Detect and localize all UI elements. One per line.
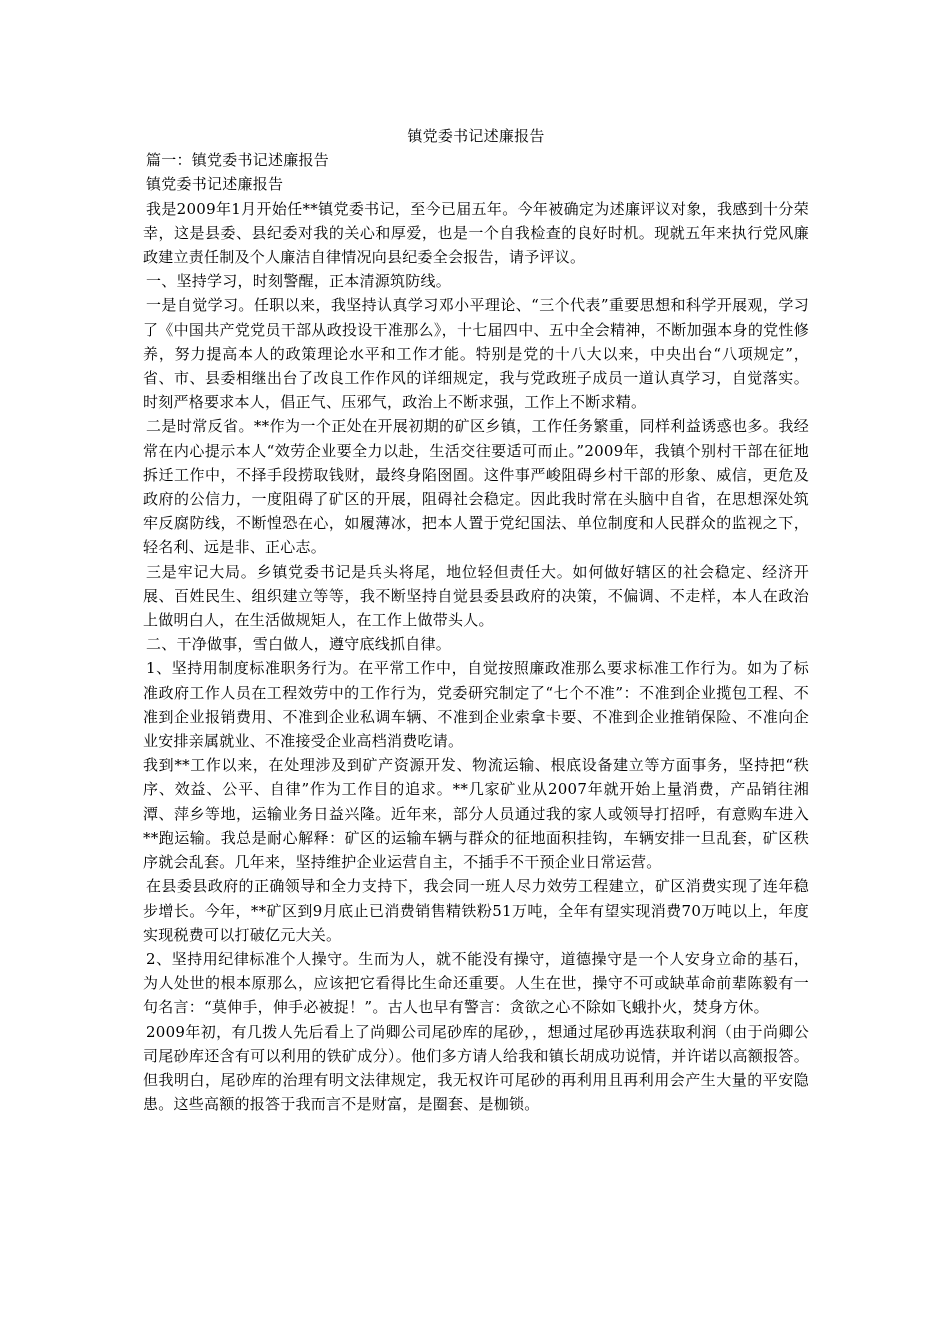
paragraph-1: 篇一：镇党委书记述廉报告 [146, 151, 330, 170]
document-page [143, 124, 809, 1116]
paragraph-3: 我是2009年1月开始任**镇党委书记，至今已届五年。今年被确定为述廉评议对象，我感到十分荣幸，这是县委、县纪委对我的关心和厚爱，也是一个自我检查的良好时机。现就五年来执行党风廉政建立责任制及个人廉洁自律情况向县纪委全会报告，请予评议。 [143, 199, 809, 267]
paragraph-10: 我到**工作以来，在处理涉及到矿产资源开发、物流运输、根底设备建立等方面事务，坚持把“秩序、效益、公平、自律”作为工作目的追求。**几家矿业从2007年就开始上量消费，产品销往湘潭、萍乡等地，运输业务日益兴隆。近年来，部分人员通过我的家人或领导打招呼，有意购车进入**跑运输。我总是耐心解释：矿区的运输车辆与群众的征地面积挂钩，车辆安排一旦乱套，矿区秩序就会乱套。几年来，坚持维护企业运营自主，不插手不干预企业日常运营。 [143, 756, 809, 872]
paragraph-6: 二是时常反省。**作为一个正处在开展初期的矿区乡镇，工作任务繁重，同样利益诱惑也多。我经常在内心提示本人“效劳企业要全力以赴，生活交往要适可而止。”2009年，我镇个别村干部在征地拆迁工作中，不择手段捞取钱财，最终身陷囹圄。这件事严峻阻碍乡村干部的形象、威信，更危及政府的公信力，一度阻碍了矿区的开展，阻碍社会稳定。因此我时常在头脑中自省，在思想深处筑牢反腐防线，不断惶恐在心，如履薄冰，把本人置于党纪国法、单位制度和人民群众的监视之下，轻名利、远是非、正心志。 [143, 417, 809, 557]
section-heading-2: 二、干净做事，雪白做人，遵守底线抓自律。 [146, 635, 452, 654]
section-heading-1: 一、坚持学习，时刻警醒，正本清源筑防线。 [146, 272, 452, 291]
paragraph-7: 三是牢记大局。乡镇党委书记是兵头将尾，地位轻但责任大。如何做好辖区的社会稳定、经济开展、百姓民生、组织建立等等，我不断坚持自觉县委县政府的决策，不偏调、不走样，本人在政治上做明白人，在生活做规矩人，在工作上做带头人。 [143, 562, 809, 630]
paragraph-2: 镇党委书记述廉报告 [146, 175, 284, 194]
paragraph-12: 2、坚持用纪律标准个人操守。生而为人，就不能没有操守，道德操守是一个人安身立命的基石，为人处世的根本原那么，应该把它看得比生命还重要。人生在世，操守不可或缺革命前辈陈毅有一句名言：“莫伸手，伸手必被捉！”。古人也早有警言：贪欲之心不除如飞蛾扑火，焚身方休。 [143, 949, 809, 1017]
paragraph-5: 一是自觉学习。任职以来，我坚持认真学习邓小平理论、“三个代表”重要思想和科学开展观，学习了《中国共产党党员干部从政投设干准那么》，十七届四中、五中全会精神，不断加强本身的党性修养，努力提高本人的政策理论水平和工作才能。特别是党的十八大以来，中央出台“八项规定”，省、市、县委相继出台了改良工作作风的详细规定，我与党政班子成员一道认真学习，自觉落实。时刻严格要求本人，倡正气、压邪气，政治上不断求强，工作上不断求精。 [143, 296, 809, 412]
document-title: 镇党委书记述廉报告 [407, 127, 545, 145]
paragraph-11: 在县委县政府的正确领导和全力支持下，我会同一班人尽力效劳工程建立，矿区消费实现了连年稳步增长。今年，**矿区到9月底止已消费销售精铁粉51万吨，全年有望实现消费70万吨以上，年度实现税费可以打破亿元大关。 [143, 877, 809, 944]
paragraph-13: 2009年初，有几拨人先后看上了尚卿公司尾砂库的尾砂，，想通过尾砂再选获取利润（由于尚卿公司尾砂库还含有可以利用的铁矿成分）。他们多方请人给我和镇长胡成功说情，并许诺以高额报答。但我明白，尾砂库的治理有明文法律规定，我无权许可尾砂的再利用且再利用会产生大量的平安隐患。这些高额的报答于我而言不是财富，是圈套、是枷锁。 [143, 1022, 809, 1114]
paragraph-9: 1、坚持用制度标准职务行为。在平常工作中，自觉按照廉政准那么要求标准工作行为。如为了标准政府工作人员在工程效劳中的工作行为，党委研究制定了“七个不准”：不准到企业揽包工程、不准到企业报销费用、不准到企业私调车辆、不准到企业索拿卡要、不准到企业推销保险、不准向企业安排亲属就业、不准接受企业高档消费吃请。 [143, 659, 809, 751]
